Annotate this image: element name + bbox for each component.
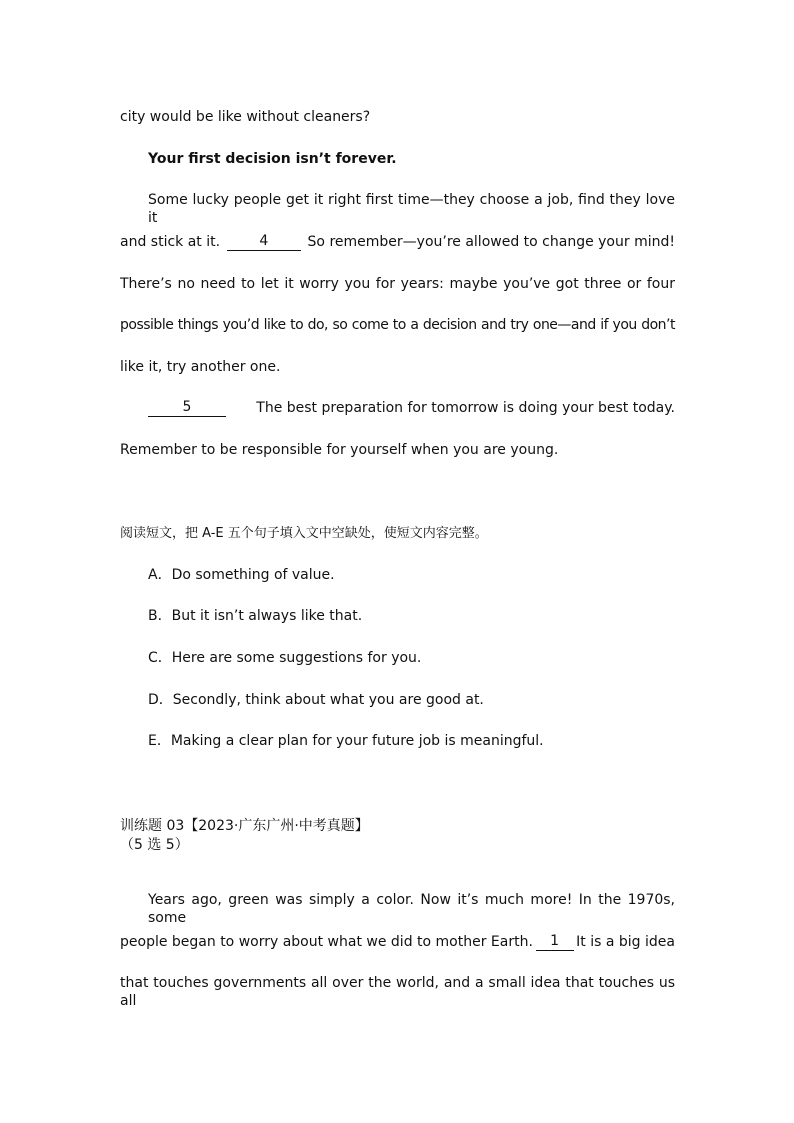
passage-line	[120, 233, 675, 251]
passage-line: Some lucky people get it right first time—they choose a job, find they love it	[148, 192, 675, 226]
passage-line	[148, 399, 675, 417]
text-segment: So remember—you’re allowed to change your mind!	[307, 234, 675, 250]
option-d: D．Secondly, think about what you are good at.	[148, 692, 484, 708]
option-b: B．But it isn’t always like that.	[148, 608, 363, 624]
passage-line	[120, 933, 675, 951]
text-segment: The best preparation for tomorrow is doing your best today.	[256, 400, 675, 416]
passage-line: possible things you’d like to do, so come to a decision and try one—and if you don’t	[120, 317, 675, 333]
exercise-title: 训练题 03【2023·广东广州·中考真题】	[120, 818, 369, 834]
answer-blank-5: 5	[148, 399, 226, 417]
instructions: 阅读短文，把 A-E 五个句子填入文中空缺处，使短文内容完整。	[120, 526, 488, 541]
passage-line: Years ago, green was simply a color. Now it’s much more! In the 1970s, some	[148, 892, 675, 926]
option-a: A．Do something of value.	[148, 567, 335, 583]
option-c: C．Here are some suggestions for you.	[148, 650, 422, 666]
answer-blank-4: 4	[227, 233, 301, 251]
passage-line: city would be like without cleaners?	[120, 109, 371, 125]
text-segment: It is a big idea	[576, 934, 675, 950]
answer-blank-1: 1	[536, 933, 574, 951]
exercise-subtitle: （5 选 5）	[120, 837, 189, 853]
passage-line: There’s no need to let it worry you for years: maybe you’ve got three or four	[120, 276, 675, 292]
passage-line: Remember to be responsible for yourself when you are young.	[120, 442, 559, 458]
option-e: E．Making a clear plan for your future job is meaningful.	[148, 733, 544, 749]
passage-line: that touches governments all over the world, and a small idea that touches us all	[120, 975, 675, 1009]
text-segment: and stick at it.	[120, 234, 221, 250]
subheading: Your first decision isn’t forever.	[148, 151, 397, 167]
passage-line: like it, try another one.	[120, 359, 281, 375]
text-segment: people began to worry about what we did to mother Earth.	[120, 934, 533, 950]
